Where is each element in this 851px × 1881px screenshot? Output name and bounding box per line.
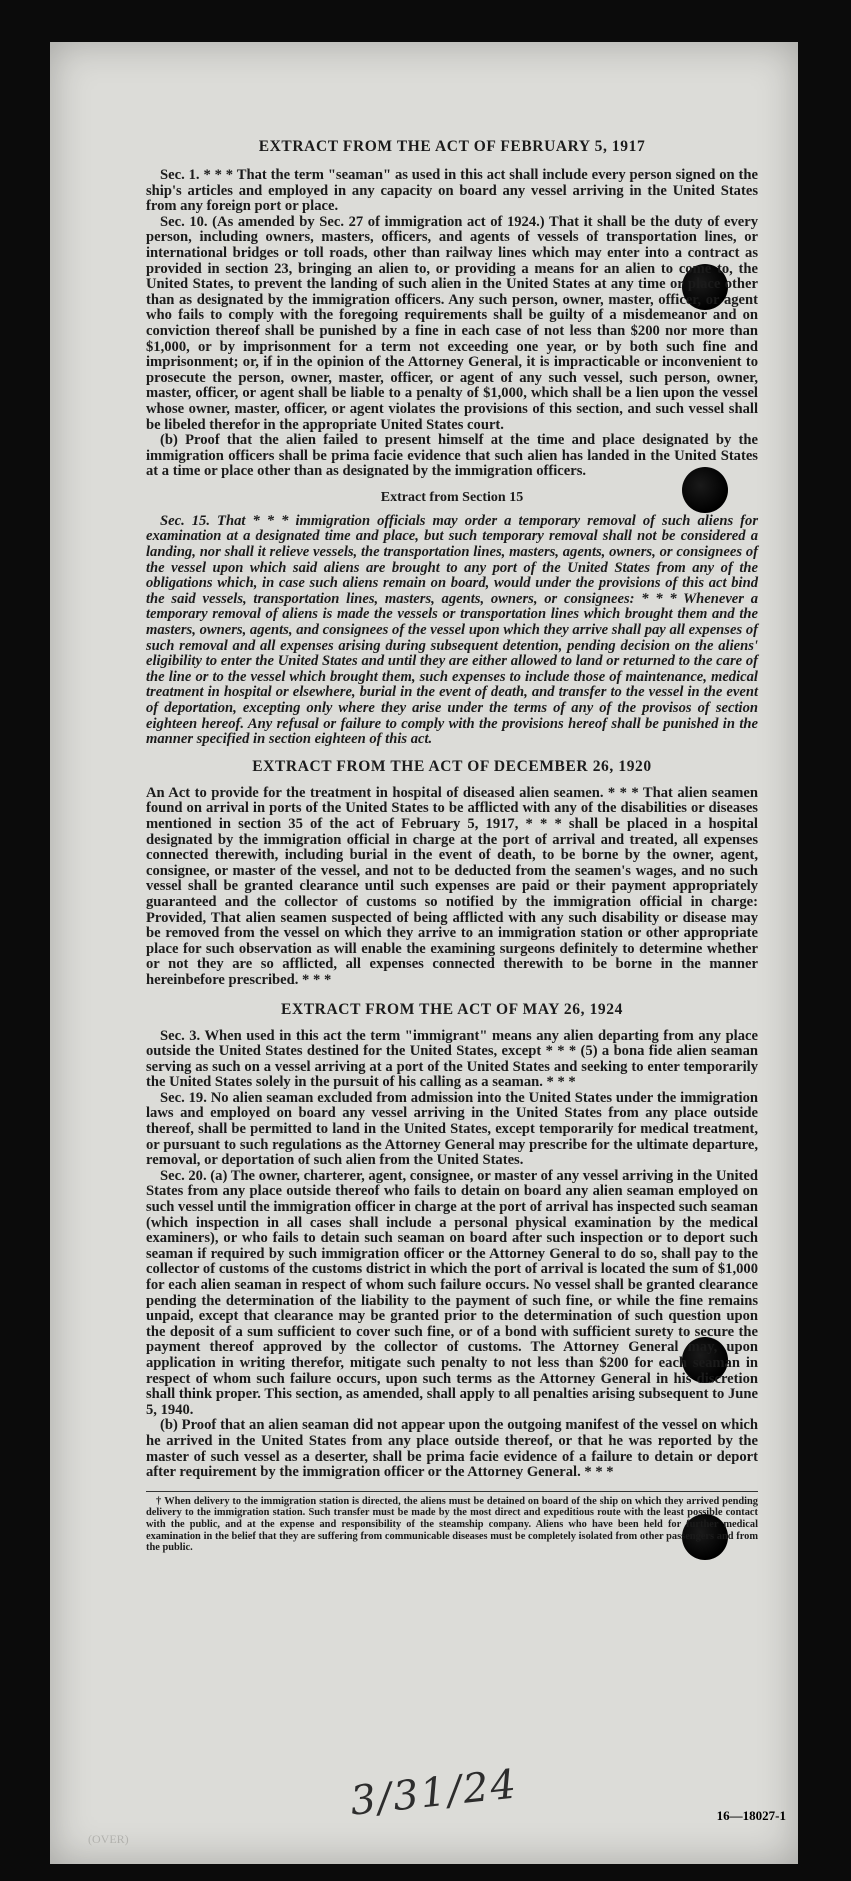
- footnote-text: † When delivery to the immigration station is directed, the aliens must be detained on board of the ship on which they arrived pending delivery to the immigration station. Such transfer must be made by the most direct and expeditious route with the least possible contact with the public, and at the expense and responsibility of the steamship company. Aliens who have been held for further medical examination in the belief that they are suffering from communicable diseases must be completely isolated from other passengers and from the public.: [146, 1495, 758, 1554]
- paragraph-sec-10: Sec. 10. (As amended by Sec. 27 of immigration act of 1924.) That it shall be the duty of every person, including owners, masters, officers, and agents of vessels of transportation lines, or international bridges or toll roads, other than railway lines which may enter into a contract as provided in section 23, bringing an alien to, or providing a means for an alien to come to, the United States, to prevent the landing of such alien in the United States at any time or place other than as designated by the immigration officers. Any such person, owner, master, officer, or agent who fails to comply with the foregoing requirements shall be guilty of a misdemeanor and on conviction thereof shall be punished by a fine in each case of not less than $200 nor more than $1,000, or by imprisonment for a term not exceeding one year, or by both such fine and imprisonment; or, if in the opinion of the Attorney General, it is impracticable or inconvenient to prosecute the person, owner, master, officer, or agent of any such vessel, such person, owner, master, officer, or agent shall be liable to a penalty of $1,000, which shall be a lien upon the vessel whose owner, master, officer, or agent violates the provisions of this section, and such vessel shall be libeled therefor in the appropriate United States court.: [146, 213, 758, 433]
- handwritten-note: 3/31/24: [348, 1761, 521, 1825]
- form-number: 16—18027-1: [716, 1808, 786, 1823]
- footnote: [146, 1491, 758, 1554]
- document-page: [50, 42, 798, 1864]
- bleed-through-text: (OVER): [88, 1832, 129, 1846]
- paragraph-sec-15: Sec. 15. That * * * immigration officials may order a temporary removal of such aliens for examination at a designated time and place, but such temporary removal shall not be considered a landing, nor shall it relieve vessels, the transportation lines, masters, agents, owners, or consignees of the vessel upon which said aliens are brought to any port of the United States from any of the obligations which, in case such aliens remain on board, would under the provisions of this act bind the said vessels, transportation lines, masters, agents, owners, or consignees: * * * Whenever a temporary removal of aliens is made the vessels or transportation lines which brought them and the masters, owners, agents, and consignees of the vessel upon which they arrive shall pay all expenses of such removal and all expenses arising during subsequent detention, pending decision on the aliens' eligibility to enter the United States and until they are either allowed to land or returned to the care of the line or to the vessel which brought them, such expenses to include those of maintenance, medical treatment in hospital or elsewhere, burial in the event of death, and transfer to the vessel in the event of deportation, excepting only where they arise under the terms of any of the provisos of section eighteen hereof. Any refusal or failure to comply with the provisions hereof shall be punished in the manner specified in section eighteen of this act.: [146, 512, 758, 748]
- heading-section-15: Extract from Section 15: [380, 489, 524, 505]
- paragraph-sec-20-b: (b) Proof that an alien seaman did not appear upon the outgoing manifest of the vessel on which he arrived in the United States from any place outside thereof, or that he was reported by the master of such vessel as a deserter, shall be prima facie evidence of a failure to detain or deport after requirement by the immigration officer or the Attorney General. * * *: [146, 1417, 758, 1481]
- paragraph-sec-20: Sec. 20. (a) The owner, charterer, agent, consignee, or master of any vessel arriving in the United States from any place outside thereof who fails to detain on board any alien seaman employed on such vessel until the immigration officer in charge at the port of arrival has inspected such seaman (which inspection in all cases shall include a personal physical examination by the medical examiners), or who fails to detain such seaman on board after such inspection or to deport such seaman if required by such immigration officer or the Attorney General to do so, shall pay to the collector of customs of the customs district in which the port of arrival is located the sum of $1,000 for each alien seaman in respect of whom such failure occurs. No vessel shall be granted clearance pending the determination of the liability to the payment of such fine, or while the fine remains unpaid, except that clearance may be granted prior to the determination of such question upon the deposit of a sum sufficient to cover such fine, or of a bond with sufficient surety to secure the payment thereof approved by the collector of customs. The Attorney General may, upon application in writing therefor, mitigate such penalty to not less than $200 for each seaman in respect of whom such failure occurs, upon such terms as the Attorney General in his discretion shall think proper. This section, as amended, shall apply to all penalties arising subsequent to June 5, 1940.: [146, 1167, 758, 1418]
- document-content: [146, 42, 758, 1554]
- paragraph-act-1920: An Act to provide for the treatment in hospital of diseased alien seamen. * * * That alien seamen found on arrival in ports of the United States to be afflicted with any of the disabilities or diseases mentioned in section 35 of the act of February 5, 1917, * * * shall be placed in a hospital designated by the immigration official in charge at the port of arrival and treated, all expenses connected therewith, including burial in the event of death, to be borne by the owner, agent, consignee, or master of the vessel, and not to be deducted from the seamen's wages, and no such vessel shall be granted clearance until such expenses are paid or their payment appropriately guaranteed and the collector of customs so notified by the immigration official in charge: Provided, That alien seamen suspected of being afflicted with any such disability or disease may be removed from the vessel on which they arrive to an immigration station or other appropriate place for such observation as will enable the examining surgeons definitely to determine whether or not they are so afflicted, all expenses connected therewith to be borne in the manner hereinbefore prescribed. * * *: [146, 784, 758, 988]
- paragraph-sec-1: Sec. 1. * * * That the term "seaman" as used in this act shall include every person signed on the ship's articles and employed in any capacity on board any vessel arriving in the United States from any foreign port or place.: [146, 167, 758, 215]
- heading-act-1920: EXTRACT FROM THE ACT OF DECEMBER 26, 1920: [252, 757, 652, 775]
- heading-act-1917: EXTRACT FROM THE ACT OF FEBRUARY 5, 1917: [258, 138, 646, 155]
- paragraph-sec-19: Sec. 19. No alien seaman excluded from admission into the United States under the immigration laws and employed on board any vessel arriving in the United States from any place outside thereof, shall be permitted to land in the United States, except temporarily for medical treatment, or pursuant to such regulations as the Attorney General may prescribe for the ultimate departure, removal, or deportation of such alien from the United States.: [146, 1089, 758, 1169]
- paragraph-sec-10-b: (b) Proof that the alien failed to present himself at the time and place designated by the immigration officers shall be prima facie evidence that such alien has landed in the United States at a time or place other than as designated by the immigration officers.: [146, 432, 758, 480]
- paragraph-sec-3: Sec. 3. When used in this act the term "immigrant" means any alien departing from any place outside the United States destined for the United States, except * * * (5) a bona fide alien seaman serving as such on a vessel arriving at a port of the United States and seeking to enter temporarily the United States solely in the pursuit of his calling as a seaman. * * *: [146, 1027, 758, 1091]
- heading-act-1924: EXTRACT FROM THE ACT OF MAY 26, 1924: [281, 1000, 623, 1018]
